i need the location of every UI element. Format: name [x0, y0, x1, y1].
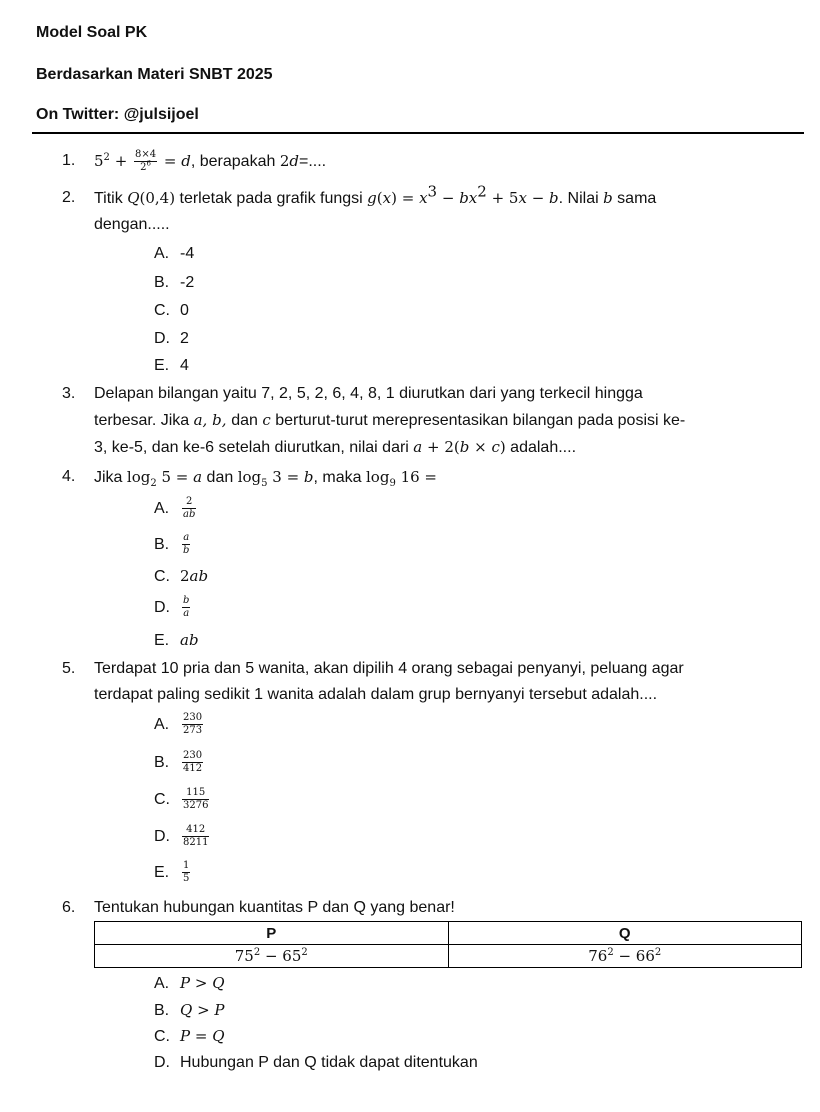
option-a[interactable]: A. $\frac{2}{ab}$	[154, 496, 196, 520]
page-title: Model Soal PK	[36, 24, 148, 41]
option-c[interactable]: C. 2ab	[154, 567, 209, 585]
option-b[interactable]: B. $\frac{230}{412}$	[154, 750, 203, 774]
fraction: $\frac{8\times 4}{2^6}$	[135, 149, 157, 174]
question-number: 4.	[62, 468, 76, 485]
option-c[interactable]: C. 0	[154, 302, 189, 319]
column-q-header: Q	[448, 922, 802, 945]
option-e[interactable]: E. $\frac{1}{5}$	[154, 860, 190, 884]
question-3: 3. Delapan bilangan yaitu 7, 2, 5, 2, 6, 4, 8, 1 diurutkan dari yang terkecil hingga terbesar. Jika a, b, dan c berturut-turut merepresentasikan bilangan pada posisi ke- 3, ke-5, dan ke-6 setelah diurutkan, nilai dari a + 2(b × c) adalah....	[62, 381, 802, 461]
question-number: 3.	[62, 385, 76, 402]
question-number: 6.	[62, 899, 76, 916]
page-subtitle: Berdasarkan Materi SNBT 2025	[36, 66, 273, 83]
option-e[interactable]: E. ab	[154, 631, 199, 649]
quantity-table	[94, 921, 802, 968]
question-2: 2. Titik Q(0,4) terletak pada grafik fungsi $g(x) = x^3 - bx^2 + 5x - b$. Nilai b sama dengan.....	[62, 182, 657, 233]
option-d[interactable]: D. $\frac{412}{8211}$	[154, 824, 209, 848]
option-a[interactable]: A. $\frac{230}{273}$	[154, 712, 203, 736]
option-b[interactable]: B. -2	[154, 274, 195, 291]
question-4: 4. Jika $\log_2 5 = a$ dan $\log_5 3 = b$, maka $\log_9 16$ =	[62, 464, 802, 491]
question-6: 6. Tentukan hubungan kuantitas P dan Q yang benar!	[62, 895, 802, 921]
question-text: , berapakah	[190, 153, 280, 170]
question-number: 2.	[62, 189, 76, 206]
option-d[interactable]: D. $\frac{b}{a}$	[154, 595, 190, 619]
twitter-handle: On Twitter: @julsijoel	[36, 106, 199, 123]
option-a[interactable]: A. -4	[154, 245, 195, 262]
question-1: 1. $5^2$ + $\frac{8\times 4}{2^6}$ = d, berapakah 2d=....	[62, 149, 327, 174]
question-5: 5. Terdapat 10 pria dan 5 wanita, akan dipilih 4 orang sebagai penyanyi, peluang agar terdapat paling sedikit 1 wanita adalah dalam grup bernyanyi tersebut adalah....	[62, 656, 802, 708]
quantity-p: $75^2 - 65^2$	[95, 945, 449, 968]
question-number: 5.	[62, 660, 76, 677]
question-number: 1.	[62, 152, 76, 169]
option-b[interactable]: B. Q > P	[154, 1001, 225, 1019]
option-c[interactable]: C. P = Q	[154, 1027, 225, 1045]
header-divider	[32, 132, 804, 134]
option-b[interactable]: B. $\frac{a}{b}$	[154, 532, 190, 556]
option-c[interactable]: C. $\frac{115}{3276}$	[154, 787, 209, 811]
column-p-header: P	[95, 922, 449, 945]
option-d[interactable]: D. Hubungan P dan Q tidak dapat ditentukan	[154, 1054, 478, 1071]
option-a[interactable]: A. P > Q	[154, 974, 225, 992]
option-e[interactable]: E. 4	[154, 357, 189, 374]
option-d[interactable]: D. 2	[154, 330, 189, 347]
quantity-q: $76^2 - 66^2$	[448, 945, 802, 968]
